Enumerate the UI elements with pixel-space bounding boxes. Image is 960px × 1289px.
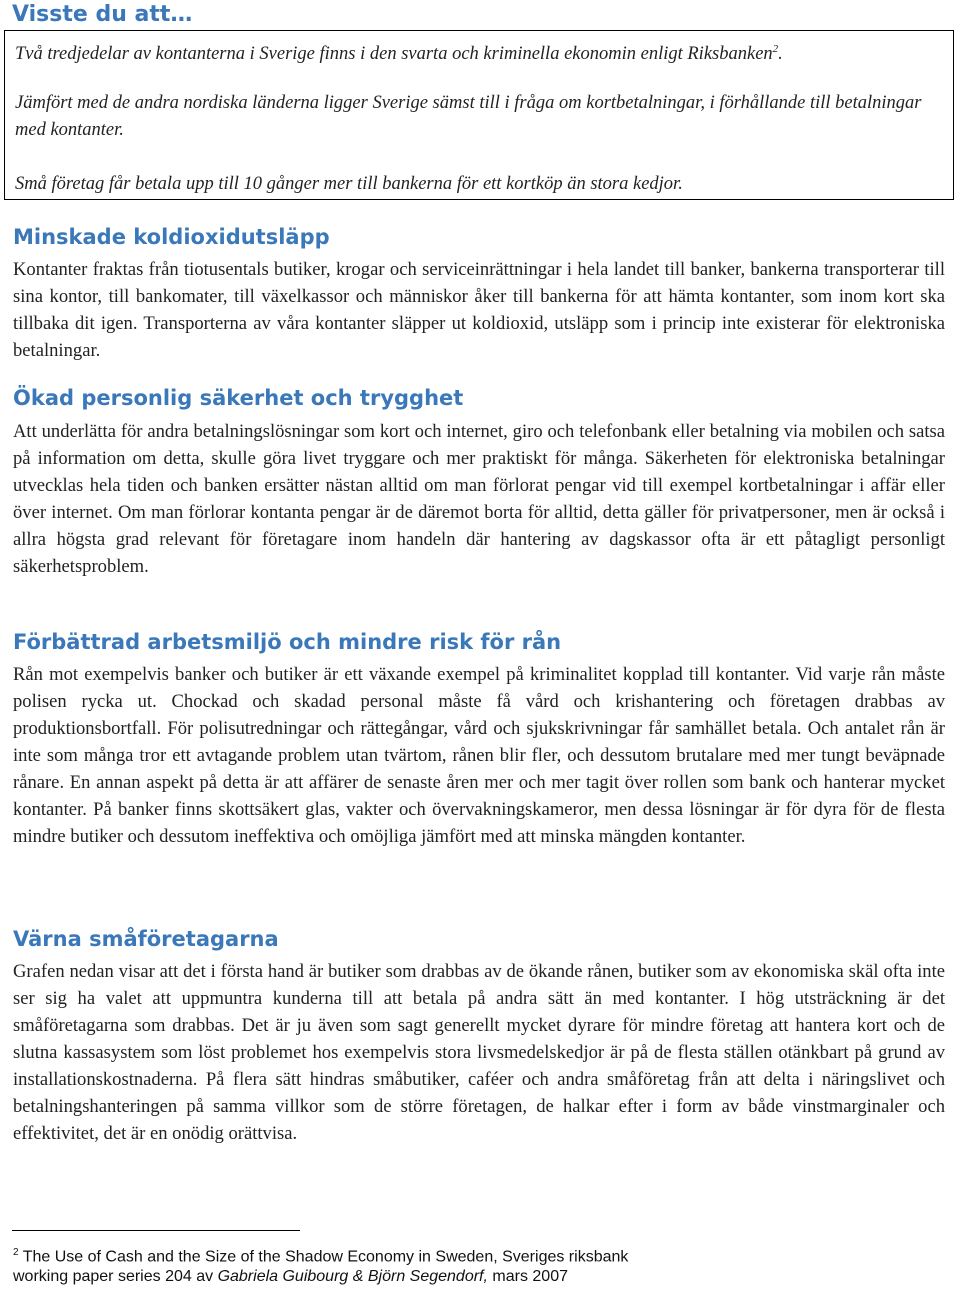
section-heading-work-environment: Förbättrad arbetsmiljö och mindre risk för rån — [13, 630, 562, 654]
fact-item-1: Två tredjedelar av kontanterna i Sverige finns i den svarta och kriminella ekonomin enligt Riksbanken$^2$. — [15, 43, 783, 65]
footnote-text: The Use of Cash and the Size of the Shadow Economy in Sweden, Sveriges riksbank — [22, 1248, 629, 1266]
did-you-know-box — [4, 30, 954, 200]
fact-item-3: Små företag får betala upp till 10 gånger mer till bankerna för ett kortköp än stora kedjor. — [15, 174, 683, 194]
section-body-small-businesses: Grafen nedan visar att det i första hand är butiker som drabbas av de ökande rånen, butiker som av ekonomiska skäl ofta inte ser sig ha valet att uppmuntra kunderna till att betala på andra sätt än med kontanter. I hög utsträckning är det småföretagarna som drabbas. Det är ju även som sagt generellt mycket dyrare för mindre företag att hantera kort och de slutna kassasystem som löst problemet hos exempelvis stora livsmedelskedjor är på de flesta ställen otänkbart på grund av installationskostnaderna. På flera sätt hindras småbutiker, caféer och andra småföretag från att delta i näringslivet och betalningshanteringen på samma villkor som de större företagen, de halkar efter i form av både vinstmarginaler och effektivitet, det är en onödig orättvisa. — [13, 961, 945, 1144]
did-you-know-title: Visste du att… — [12, 2, 193, 27]
section-body-work-environment: Rån mot exempelvis banker och butiker är ett växande exempel på kriminalitet kopplad till kontanter. Vid varje rån måste polisen rycka ut. Chockad och skadad personal måste få vård och krishantering och företagen drabbas av produktionsbortfall. För polisutredningar och rättegångar, vård och sjukskrivningar får samhället betala. Och antalet rån är inte som många tror ett avtagande problem utan tvärtom, rånen blir fler, och dessutom brutalare med mer tungt beväpnade rånare. En annan aspekt på detta är att affärer de senaste åren mer och mer tagit över rollen som bank och hanterar mycket kontanter. På banker finns skottsäkert glas, vakter och övervakningskameror, men dessa lösningar är för dyra för de flesta mindre butiker och dessutom ineffektiva och omöjliga jämfört med att minska mängden kontanter. — [13, 664, 945, 847]
footnote-number: 2 — [13, 1247, 19, 1258]
fact-item-1-text: Två tredjedelar av kontanterna i Sverige finns i den svarta och kriminella ekonomin enligt Riksbanken — [15, 44, 773, 65]
footnote-separator — [12, 1230, 300, 1231]
section-heading-safety: Ökad personlig säkerhet och trygghet — [13, 386, 464, 410]
section-body-safety: Att underlätta för andra betalningslösningar som kort och internet, giro och telefonbank eller betalning via mobilen och satsa på information om detta, skulle göra livet tryggare och mer praktiskt för många. Säkerheten för elektroniska betalningar utvecklas hela tiden och banken ersätter nästan alltid om man förlorat pengar vid till exempel kortbetalningar i affär eller över internet. Om man förlorar kontanta pengar är de däremot borta för alltid, detta gäller för privatpersoner, men är också i allra högsta grad relevant för företagare inom handeln där hantering av dagskassor ofta är ett påtagligt personligt säkerhetsproblem. — [13, 421, 945, 577]
section-body-emissions: Kontanter fraktas från tiotusentals butiker, krogar och serviceinrättningar i hela landet till banker, bankerna transporterar till sina kontor, till bankomater, till växelkassor och människor åker till bankerna för att hämta kontanter, som inom kort ska tillbaka dit igen. Transporterna av våra kontanter släpper ut koldioxid, utsläpp som i princip inte existerar för elektroniska betalningar. — [13, 259, 945, 361]
footnote-ref: 2 — [772, 43, 779, 55]
section-heading-small-businesses: Värna småföretagarna — [13, 927, 279, 951]
footnote-authors: Gabriela Guibourg & Björn Segendorf, — [217, 1268, 488, 1285]
section-heading-emissions: Minskade koldioxidutsläpp — [13, 225, 330, 249]
footnote-line-2: working paper series 204 av Gabriela Guibourg & Björn Segendorf, mars 2007 — [13, 1268, 568, 1285]
fact-item-2: Jämfört med de andra nordiska länderna ligger Sverige sämst till i fråga om kortbetalningar, i förhållande till betalningar med kontanter. — [15, 93, 922, 140]
